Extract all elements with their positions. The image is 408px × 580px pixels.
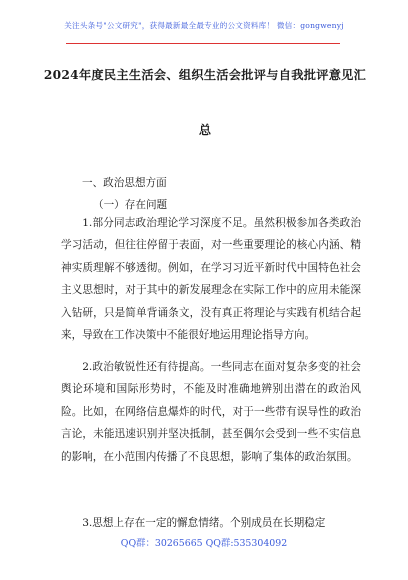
section-heading: 一、政治思想方面 bbox=[82, 177, 167, 189]
body-paragraph: 2.政治敏锐性还有待提高。一些同志在面对复杂多变的社会舆论环境和国际形势时，不能及时准确地辨别出潜在的政治风险。比如，在网络信息爆炸的时代，对于一些带有误导性的政治言论，未能迅速识别并坚决抵制，甚至偶尔会受到一些不实信息的影响，在小范围内传播了不良思想，影响了集体的政治氛围。 bbox=[61, 361, 361, 463]
footer-contact: QQ群：30265665 QQ群:535304092 bbox=[120, 538, 288, 549]
header-divider bbox=[66, 43, 340, 44]
document-title-continuation: 总 bbox=[198, 123, 212, 137]
subsection-heading: （一）存在问题 bbox=[93, 199, 168, 211]
body-paragraph: 3.思想上存在一定的懈怠情绪。个别成员在长期稳定 bbox=[82, 517, 326, 529]
body-paragraph: 1.部分同志政治理论学习深度不足。虽然积极参加各类政治学习活动，但往往停留于表面，对一些重要理论的核心内涵、精神实质理解不够透彻。例如，在学习习近平新时代中国特色社会主义思想时，对于其中的新发展理念在实际工作中的应用未能深入钻研，只是简单背诵条文，没有真正将理论与实践有机结合起来，导致在工作决策中不能很好地运用理论指导方向。 bbox=[61, 217, 361, 342]
document-title: 2024年度民主生活会、组织生活会批评与自我批评意见汇 bbox=[43, 68, 367, 82]
header-banner: 关注头条号"公文研究"，获得最新最全最专业的公文资料库！ 微信：gongwenyj bbox=[64, 21, 344, 30]
